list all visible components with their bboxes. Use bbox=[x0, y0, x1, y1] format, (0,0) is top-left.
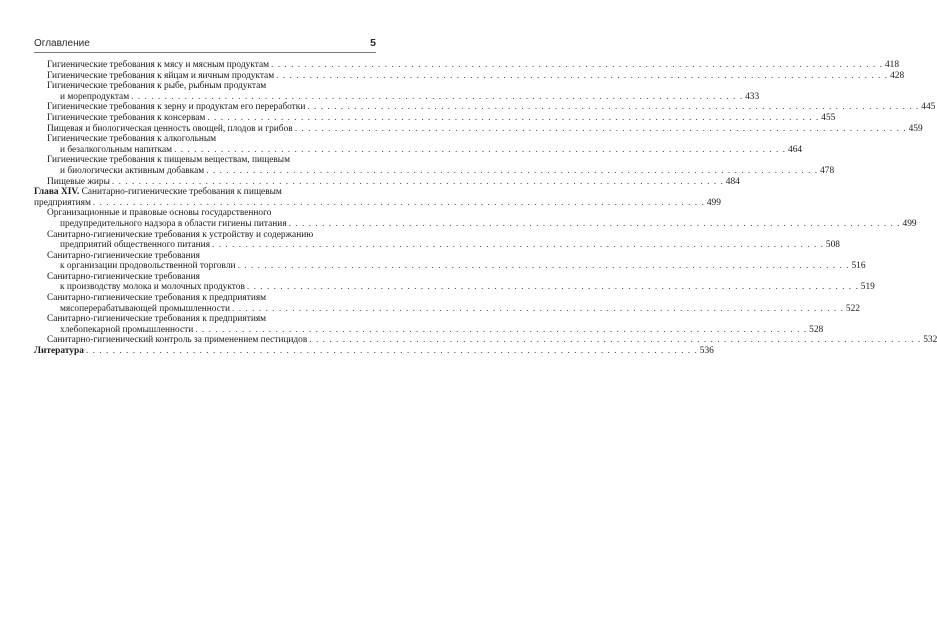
toc-entry[interactable] bbox=[34, 293, 860, 314]
toc-entry-text: Гигиенические требования к пищевым веществам, пищевым bbox=[47, 155, 291, 166]
toc-entry-title-line bbox=[60, 240, 210, 250]
toc-entry[interactable] bbox=[34, 187, 721, 208]
toc-entry-text: Санитарно-гигиенические требования к предприятиям bbox=[47, 314, 267, 325]
dot-leader bbox=[232, 304, 844, 314]
toc-entry-title-line bbox=[47, 134, 216, 144]
toc-entry-text: мясоперерабатывающей промышленности bbox=[60, 303, 230, 314]
toc-entry[interactable] bbox=[34, 60, 900, 71]
dot-leader bbox=[307, 102, 919, 112]
toc-entry-text: Пищевая и биологическая ценность овощей, плодов и грибов bbox=[47, 123, 293, 134]
toc-entry[interactable] bbox=[34, 134, 803, 155]
dot-leader bbox=[195, 325, 807, 335]
toc-entry-title-line bbox=[47, 113, 205, 123]
toc-page-number: 536 bbox=[699, 346, 714, 357]
toc-page-number: 445 bbox=[921, 102, 936, 113]
toc-page-number: 418 bbox=[884, 60, 900, 70]
toc-page-number: 522 bbox=[845, 303, 860, 314]
toc-page-number: 532 bbox=[923, 335, 937, 346]
dot-leader bbox=[309, 335, 921, 345]
toc-entry-text: Санитарно-гигиенические требования bbox=[47, 271, 200, 282]
dot-leader bbox=[174, 145, 786, 155]
toc-page-number: 478 bbox=[820, 165, 835, 176]
toc-entry-title-line bbox=[47, 71, 274, 81]
toc-entry[interactable] bbox=[34, 314, 824, 335]
toc-page-number: 528 bbox=[809, 324, 824, 335]
toc-entry[interactable] bbox=[34, 70, 905, 82]
toc-entry[interactable] bbox=[34, 208, 917, 229]
toc-entry[interactable] bbox=[34, 102, 936, 113]
table-of-contents bbox=[34, 60, 937, 357]
toc-entry-title-line bbox=[47, 272, 200, 282]
dot-leader bbox=[86, 346, 698, 356]
dot-leader bbox=[212, 240, 824, 250]
toc-entry[interactable] bbox=[34, 346, 714, 357]
page-number: 5 bbox=[370, 37, 376, 49]
toc-page-number: 499 bbox=[902, 218, 917, 229]
toc-entry-title-line bbox=[47, 335, 307, 345]
toc-page-number: 433 bbox=[745, 91, 760, 102]
toc-entry-title-line bbox=[47, 314, 266, 324]
toc-entry-text: Гигиенические требования к консервам bbox=[47, 112, 206, 123]
toc-entry-title-line bbox=[60, 166, 204, 176]
dot-leader bbox=[271, 60, 883, 70]
toc-entry-text: Гигиенические требования к алкогольным bbox=[47, 134, 217, 145]
dot-leader bbox=[206, 166, 818, 176]
toc-entry[interactable] bbox=[34, 155, 835, 176]
toc-entry-text: и биологически активным добавкам bbox=[60, 165, 205, 176]
toc-entry-title-line bbox=[60, 261, 236, 271]
toc-entry-text: Организационные и правовые основы государственного bbox=[47, 208, 272, 219]
toc-entry-text: Литература bbox=[34, 346, 84, 357]
toc-entry-text: Пищевые жиры bbox=[47, 176, 110, 187]
running-header bbox=[34, 36, 376, 50]
toc-entry-text: и безалкогольным напиткам bbox=[60, 144, 173, 155]
toc-entry-title-line bbox=[60, 325, 193, 335]
toc-entry-title-line bbox=[47, 293, 266, 303]
toc-entry-text: к организации продовольственной торговли bbox=[60, 261, 236, 272]
toc-entry-title-line bbox=[47, 102, 305, 112]
dot-leader bbox=[93, 198, 705, 208]
toc-entry-title-line bbox=[47, 155, 290, 165]
toc-entry-text: предприятий общественного питания bbox=[60, 240, 210, 251]
chapter-label: Глава XIV. bbox=[34, 187, 80, 198]
toc-page-number: 459 bbox=[908, 123, 923, 134]
toc-entry-title-line bbox=[60, 219, 287, 229]
toc-entry-title-line bbox=[47, 60, 269, 70]
toc-entry-title-line bbox=[47, 251, 200, 261]
toc-entry-title-line bbox=[34, 346, 84, 356]
toc-page-number: 484 bbox=[725, 176, 740, 187]
toc-entry-title-line bbox=[47, 230, 313, 240]
toc-entry[interactable] bbox=[34, 335, 937, 346]
toc-entry-title-line bbox=[60, 145, 172, 155]
header-rule bbox=[34, 52, 376, 53]
section-title: Оглавление bbox=[34, 37, 90, 49]
toc-entry-title-line bbox=[60, 304, 230, 314]
toc-entry[interactable] bbox=[34, 229, 840, 251]
toc-entry[interactable] bbox=[34, 271, 875, 293]
toc-entry[interactable] bbox=[34, 112, 836, 124]
toc-entry-text: Гигиенические требования к яйцам и яичным продуктам bbox=[47, 70, 275, 81]
toc-entry[interactable] bbox=[34, 123, 923, 135]
toc-entry[interactable] bbox=[34, 176, 740, 188]
toc-entry-text: Санитарно-гигиенические требования bbox=[47, 250, 200, 261]
toc-entry-text: предупредительного надзора в области гигиены питания bbox=[60, 218, 287, 229]
toc-entry[interactable] bbox=[34, 250, 866, 272]
toc-entry-text: к производству молока и молочных продуктов bbox=[60, 282, 245, 293]
toc-entry[interactable] bbox=[34, 81, 760, 102]
toc-entry-text: Гигиенические требования к зерну и продуктам его переработки bbox=[47, 102, 306, 113]
toc-page-number: 508 bbox=[825, 240, 840, 251]
toc-entry-title-line bbox=[47, 124, 293, 134]
toc-entry-text: хлебопекарной промышленности bbox=[60, 324, 194, 335]
toc-page-number: 519 bbox=[860, 282, 875, 293]
toc-entry-text: и морепродуктам bbox=[60, 91, 130, 102]
toc-entry-title-line bbox=[34, 198, 91, 208]
toc-entry-title-line bbox=[47, 81, 266, 91]
toc-entry-text: предприятиям bbox=[34, 197, 91, 208]
toc-entry-text: Гигиенические требования к мясу и мясным продуктам bbox=[47, 60, 270, 70]
toc-entry-title-line bbox=[47, 177, 110, 187]
toc-entry-title-line bbox=[47, 208, 271, 218]
toc-entry-title-line bbox=[60, 282, 245, 292]
dot-leader bbox=[238, 261, 850, 271]
toc-entry-text: Санитарно-гигиенические требования к устройству и содержанию bbox=[47, 229, 314, 240]
toc-page-number: 455 bbox=[821, 112, 836, 123]
toc-page-number: 499 bbox=[706, 197, 721, 208]
toc-page-number: 428 bbox=[890, 70, 905, 81]
toc-page-number: 464 bbox=[788, 144, 803, 155]
toc-entry-text: Гигиенические требования к рыбе, рыбным продуктам bbox=[47, 81, 267, 92]
dot-leader bbox=[247, 282, 859, 292]
toc-entry-title-line bbox=[34, 187, 282, 197]
dot-leader bbox=[289, 219, 901, 229]
dot-leader bbox=[112, 177, 724, 187]
toc-entry-text: Санитарно-гигиенические требования к предприятиям bbox=[47, 293, 267, 304]
toc-entry-text: Санитарно-гигиенический контроль за применением пестицидов bbox=[47, 335, 308, 346]
dot-leader bbox=[131, 92, 743, 102]
dot-leader bbox=[276, 71, 888, 81]
toc-entry-text: Санитарно-гигиенические требования к пищевым bbox=[81, 187, 282, 198]
dot-leader bbox=[295, 124, 907, 134]
dot-leader bbox=[207, 113, 819, 123]
toc-entry-title-line bbox=[60, 92, 129, 102]
toc-page-number: 516 bbox=[851, 261, 866, 272]
